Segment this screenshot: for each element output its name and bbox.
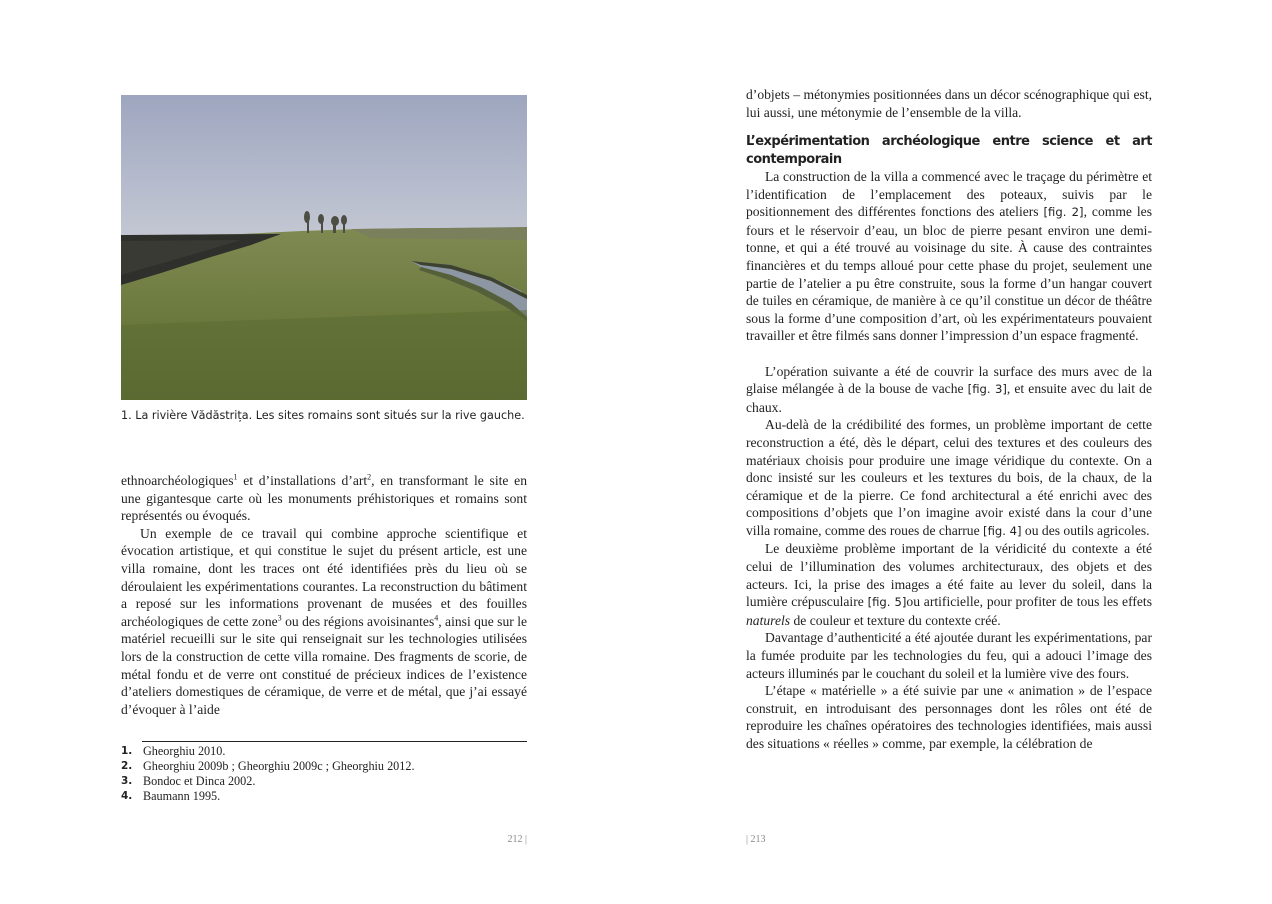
right-body-text: [746, 86, 1152, 753]
figure-ref-3[interactable]: [fig. 3]: [967, 382, 1007, 397]
right-paragraph-2: L’opération suivante a été de couvrir la surface des murs avec de la glaise mélangée à de la bouse de vache [fig. 3], et ensuite avec du lait de chaux.: [746, 363, 1152, 415]
figure-caption: 1. La rivière Vădăstrița. Les sites romains sont situés sur la rive gauche.: [121, 409, 525, 422]
figure-ref-4[interactable]: [fig. 4]: [983, 523, 1022, 538]
footnote-item: 2. Gheorghiu 2009b ; Gheorghiu 2009c ; Gheorghiu 2012.: [121, 759, 415, 773]
right-paragraph-4: Le deuxième problème important de la véridicité du contexte a été celui de l’illumination des volumes architecturaux, des objets et des acteurs. Ici, la prise des images a été faite au lever du soleil, dans la lumière crépusculaire [fig. 5]ou artificielle, pour profiter de tous les effets naturels de couleur et texture du contexte créé.: [746, 541, 1152, 628]
paragraph-gap: [746, 345, 1152, 363]
footnote-ref-4[interactable]: 4: [434, 613, 439, 623]
right-paragraph-6: L’étape « matérielle » a été suivie par une « animation » de l’espace construit, en introduisant des personnages dont les rôles ont été de reproduire les chaînes opératoires des technologies identifiées, mais aussi des situations « réelles » comme, par exemple, la célébration de: [746, 683, 1152, 751]
left-paragraph-2: Un exemple de ce travail qui combine approche scientifique et évocation artistique, et qui constitue le sujet du présent article, est une villa romaine, dont les traces ont été identifiées près du lieu où se déroulaient les expérimentations courantes. La reconstruction du bâtiment a reposé sur les informations provenant de musées et des fouilles archéologiques de cette zone$^3$ ou des régions avoisinantes$^4$, ainsi que sur le matériel recueilli sur le site qui renseignait sur les technologies utilisées lors de la construction de cette villa romaine. Des fragments de scorie, de métal fondu et de verre ont constitué de précieux indices de l’existence d’ateliers domestiques de céramique, de verre et de métal, que j’ai essayé d’évoquer à l’aide: [121, 525, 528, 717]
section-heading: L’expérimentation archéologique entre science et art contemporain: [746, 134, 1152, 167]
figure-ref-5[interactable]: [fig. 5]: [867, 595, 907, 610]
right-intro-paragraph: d’objets – métonymies positionnées dans un décor scénographique qui est, lui aussi, une métonymie de l’ensemble de la villa.: [746, 87, 1152, 120]
page-number-right: | 213: [746, 834, 766, 845]
right-paragraph-3: Au-delà de la crédibilité des formes, un problème important de cette reconstruction a été, dès le départ, celui des textures et des couleurs des matériaux choisis pour produire une image véridique du contexte. On a donc insisté sur les couleurs et les textures du bois, de la chaux, de la céramique et de la pierre. Ce fond architectural a été enrichi avec des compositions d’objets que l’on imagine avoir existé dans la cour d’une villa romaine, comme des roues de charrue [fig. 4] ou des outils agricoles.: [746, 417, 1152, 538]
footnote-item: 1. Gheorghiu 2010.: [121, 744, 226, 758]
left-paragraph-1: ethnoarchéologiques$^1$ et d’installations d’art$^2$, en transformant le site en une gigantesque carte où les monuments préhistoriques et romains sont représentés ou évoqués.: [121, 472, 527, 524]
footnote-item: 4. Baumann 1995.: [121, 789, 221, 803]
left-body-text: [121, 472, 527, 718]
right-paragraph-1: La construction de la villa a commencé avec le traçage du périmètre et l’identification de l’emplacement des poteaux, suivis par le positionnement des différentes fonctions des ateliers [fig. 2], comme les fours et le réservoir d’eau, un bloc de pierre pesant environ une demi-tonne, et qui a été trouvé au voisinage du site. À cause des contraintes financières et du temps alloué pour cette phase du projet, seulement une partie de l’atelier a pu être construite, sous la forme d’un hangar couvert de tuiles en céramique, de manière à ce qu’il constitue un décor de théâtre sous la forme d’une composition d’art, où les expérimentateurs pouvaient travailler et être filmés sans donner l’impression d’un espace fragmenté.: [746, 169, 1152, 344]
footnote-separator: [142, 741, 527, 742]
figure-ref-2[interactable]: [fig. 2]: [1043, 205, 1084, 220]
river-landscape-photo: [121, 95, 527, 400]
footnote-ref-3[interactable]: 3: [277, 613, 282, 623]
footnotes: [121, 744, 527, 804]
right-paragraph-5: Davantage d’authenticité a été ajoutée durant les expérimentations, par la fumée produite par les technologies du feu, qui a adouci l’image des acteurs illuminés par le couchant du soleil et la lumière vive des fours.: [746, 630, 1152, 681]
footnote-ref-1[interactable]: 1: [233, 472, 238, 482]
page-number-left: 212 |: [507, 834, 527, 845]
footnote-ref-2[interactable]: 2: [367, 472, 372, 482]
footnote-item: 3. Bondoc et Dinca 2002.: [121, 774, 256, 788]
